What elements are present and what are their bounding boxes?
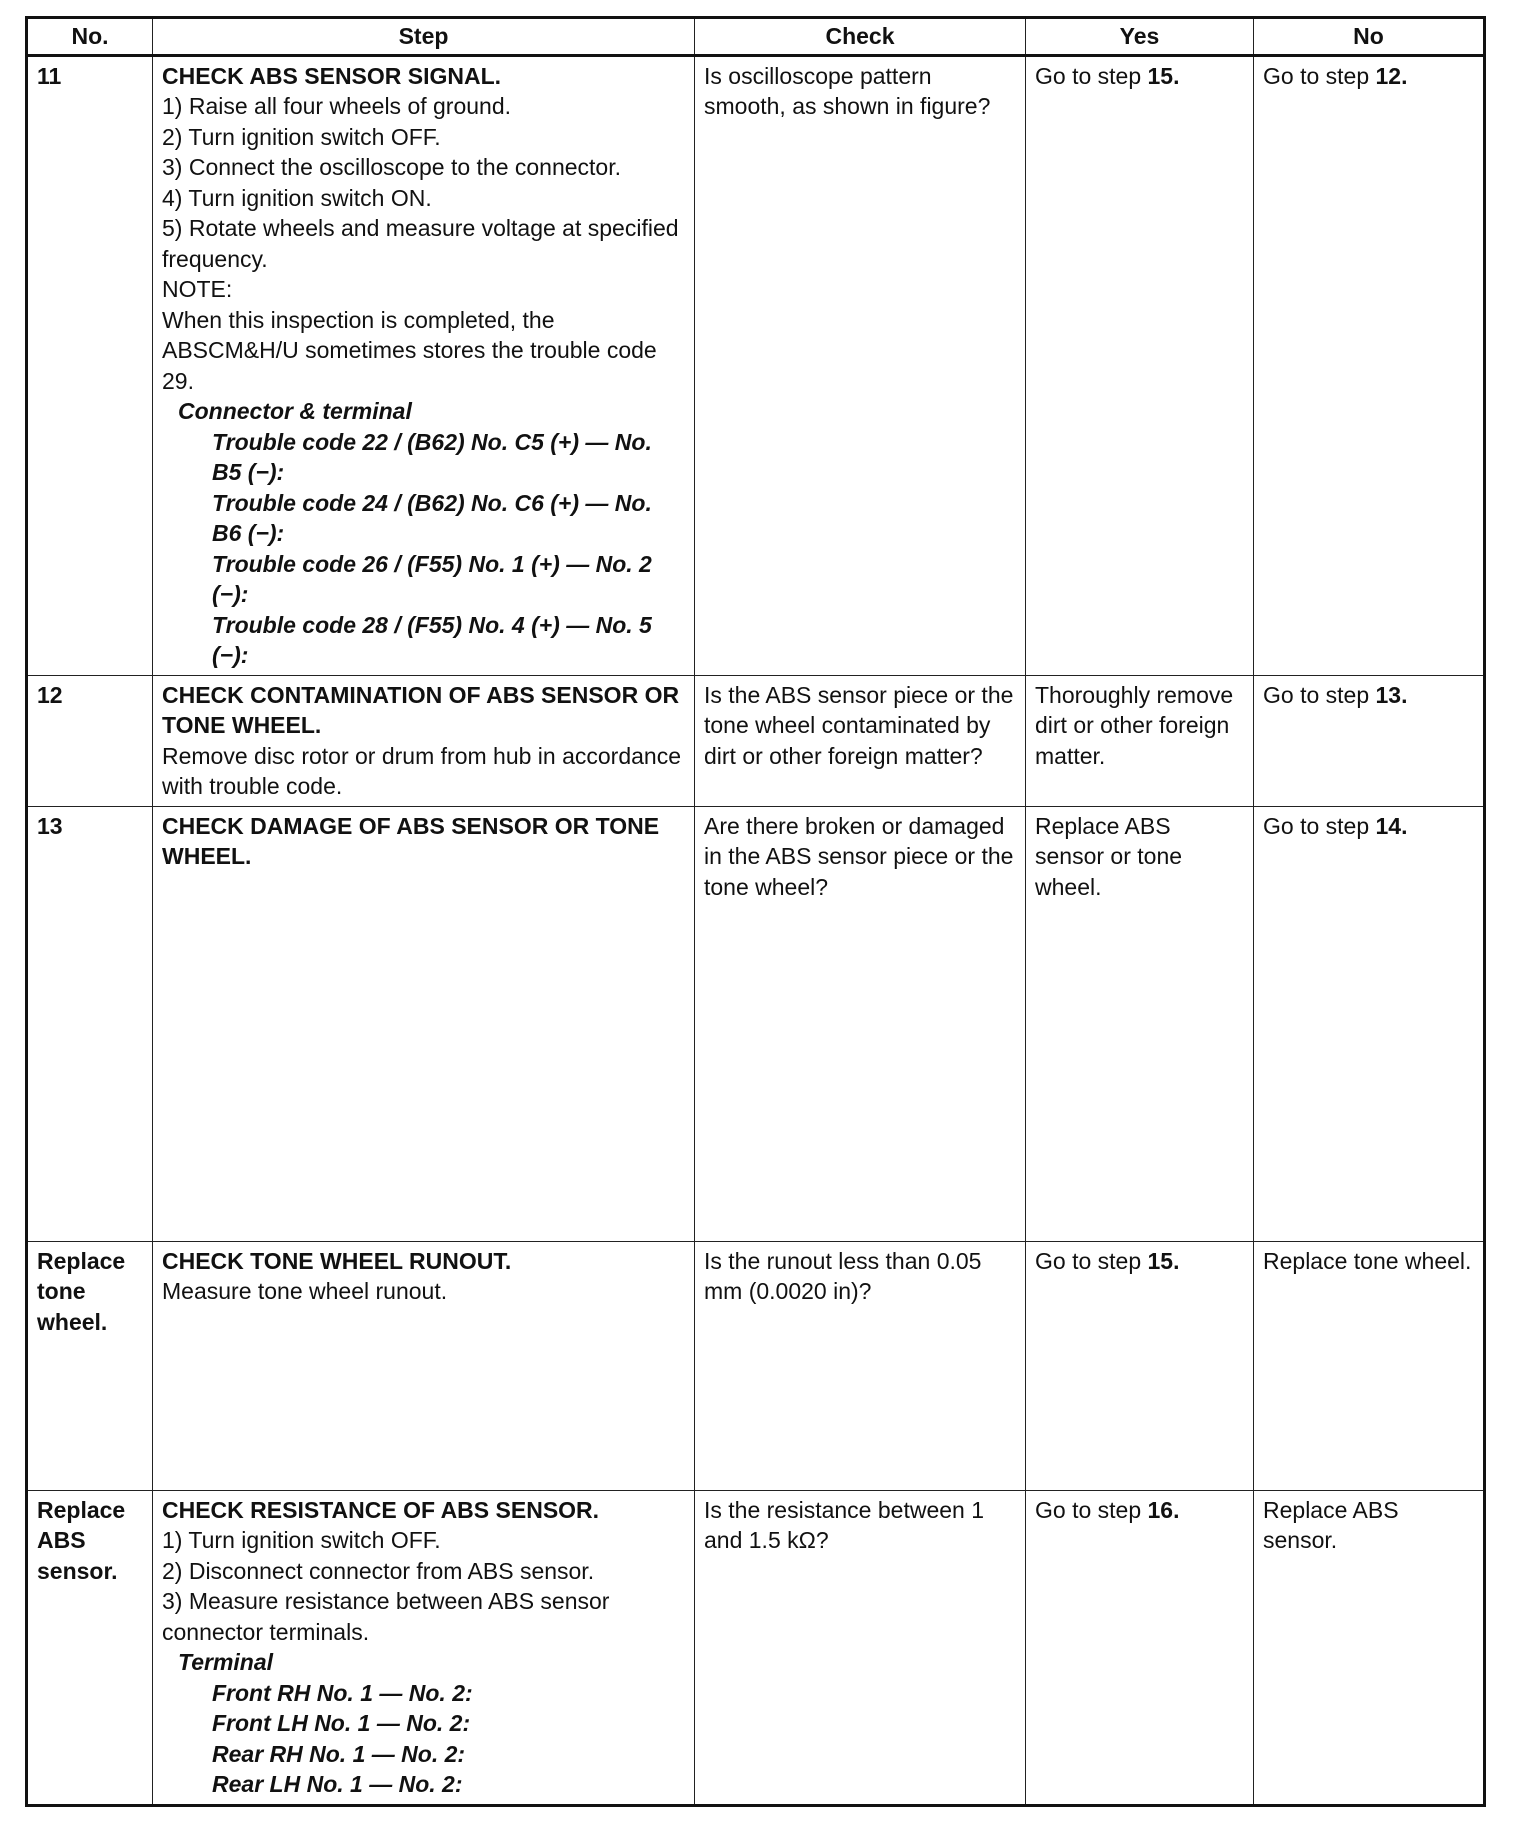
- step-number: 11: [27, 55, 153, 675]
- header-no-answer: No: [1254, 18, 1485, 56]
- terminal-spec: Trouble code 28 / (F55) No. 4 (+) — No. 5 (−):: [212, 611, 652, 668]
- yes-cell: [1026, 55, 1254, 675]
- step-title: CHECK ABS SENSOR SIGNAL.: [162, 62, 502, 89]
- step-title: CHECK TONE WHEEL RUNOUT.: [162, 1247, 512, 1274]
- step-number: 12: [27, 675, 153, 806]
- step-cell: [153, 1241, 695, 1490]
- header-no: No.: [27, 18, 153, 56]
- yes-suffix: .: [1173, 1247, 1180, 1274]
- header-check: Check: [695, 18, 1026, 56]
- terminal-spec: Trouble code 26 / (F55) No. 1 (+) — No. 2 (−):: [212, 550, 652, 607]
- step-title: CHECK RESISTANCE OF ABS SENSOR.: [162, 1496, 600, 1523]
- terminal-spec: Rear RH No. 1 — No. 2:: [212, 1740, 466, 1767]
- sub-heading: Connector & terminal: [178, 398, 412, 424]
- step-line: 2) Turn ignition switch OFF.: [162, 123, 441, 150]
- check-cell: Is oscilloscope pattern smooth, as shown in figure?: [695, 55, 1026, 675]
- step-line: 1) Raise all four wheels of ground.: [162, 93, 512, 119]
- step-line: 3) Measure resistance between ABS sensor connector terminals.: [162, 1588, 610, 1645]
- step-cell: [153, 55, 695, 675]
- check-cell: Is the runout less than 0.05 mm (0.0020 in)?: [695, 1241, 1026, 1490]
- table-row: [27, 55, 1485, 675]
- no-prefix: Go to step: [1263, 681, 1376, 708]
- step-line: Measure tone wheel runout.: [162, 1278, 448, 1304]
- header-row: [27, 18, 1485, 56]
- no-suffix: .: [1401, 62, 1408, 89]
- no-step-ref: 14: [1375, 812, 1402, 839]
- note-label: NOTE:: [162, 276, 233, 302]
- yes-cell: Replace ABS sensor or tone wheel.: [1026, 806, 1254, 1241]
- yes-suffix: .: [1173, 1496, 1180, 1523]
- header-yes: Yes: [1026, 18, 1254, 56]
- terminal-spec: Rear LH No. 1 — No. 2:: [212, 1771, 463, 1797]
- yes-prefix: Go to step: [1035, 62, 1148, 89]
- diagnostic-table: [25, 16, 1486, 1807]
- no-prefix: Go to step: [1263, 812, 1376, 839]
- step-cell: [153, 806, 695, 1241]
- no-cell: Replace ABS sensor.: [1254, 1490, 1485, 1805]
- sub-heading: Terminal: [178, 1649, 274, 1675]
- step-line: 1) Turn ignition switch OFF.: [162, 1527, 441, 1553]
- check-cell: Are there broken or damaged in the ABS sensor piece or the tone wheel?: [695, 806, 1026, 1241]
- no-prefix: Go to step: [1263, 62, 1376, 89]
- yes-prefix: Go to step: [1035, 1496, 1148, 1523]
- table-row: [27, 806, 1485, 1241]
- terminal-spec: Front LH No. 1 — No. 2:: [212, 1710, 471, 1736]
- yes-suffix: .: [1173, 62, 1180, 89]
- no-suffix: .: [1401, 812, 1408, 839]
- no-cell: [1254, 806, 1485, 1241]
- table-row: [27, 675, 1485, 806]
- step-cell: [153, 1490, 695, 1805]
- note-text: When this inspection is completed, the ABSCM&H/U sometimes stores the trouble code 29.: [162, 306, 657, 394]
- step-line: 2) Disconnect connector from ABS sensor.: [162, 1557, 595, 1584]
- no-step-ref: 13: [1375, 681, 1402, 708]
- step-number: Replace tone wheel.: [27, 1241, 153, 1490]
- step-number: Replace ABS sensor.: [27, 1490, 153, 1805]
- table-row: [27, 1241, 1485, 1490]
- step-title: CHECK CONTAMINATION OF ABS SENSOR OR TONE WHEEL.: [162, 681, 680, 738]
- yes-cell: [1026, 1490, 1254, 1805]
- step-cell: [153, 675, 695, 806]
- terminal-spec: Front RH No. 1 — No. 2:: [212, 1679, 473, 1706]
- no-suffix: .: [1401, 681, 1408, 708]
- yes-prefix: Go to step: [1035, 1247, 1148, 1274]
- step-line: 5) Rotate wheels and measure voltage at specified frequency.: [162, 215, 679, 272]
- header-step: Step: [153, 18, 695, 56]
- no-cell: [1254, 675, 1485, 806]
- terminal-spec: Trouble code 22 / (B62) No. C5 (+) — No. B5 (−):: [212, 428, 652, 485]
- yes-step-ref: 15: [1147, 62, 1174, 89]
- step-title: CHECK DAMAGE OF ABS SENSOR OR TONE WHEEL.: [162, 812, 660, 869]
- step-line: 3) Connect the oscilloscope to the connector.: [162, 154, 622, 180]
- terminal-spec: Trouble code 24 / (B62) No. C6 (+) — No. B6 (−):: [212, 489, 652, 546]
- no-cell: [1254, 55, 1485, 675]
- step-number: 13: [27, 806, 153, 1241]
- check-cell: Is the ABS sensor piece or the tone wheel contaminated by dirt or other foreign matter?: [695, 675, 1026, 806]
- step-line: 4) Turn ignition switch ON.: [162, 184, 432, 211]
- no-cell: Replace tone wheel.: [1254, 1241, 1485, 1490]
- step-line: Remove disc rotor or drum from hub in accordance with trouble code.: [162, 742, 681, 799]
- yes-step-ref: 15: [1147, 1247, 1174, 1274]
- table-row: [27, 1490, 1485, 1805]
- check-cell: Is the resistance between 1 and 1.5 kΩ?: [695, 1490, 1026, 1805]
- yes-cell: [1026, 1241, 1254, 1490]
- yes-cell: Thoroughly remove dirt or other foreign matter.: [1026, 675, 1254, 806]
- no-step-ref: 12: [1375, 62, 1402, 89]
- yes-step-ref: 16: [1147, 1496, 1174, 1523]
